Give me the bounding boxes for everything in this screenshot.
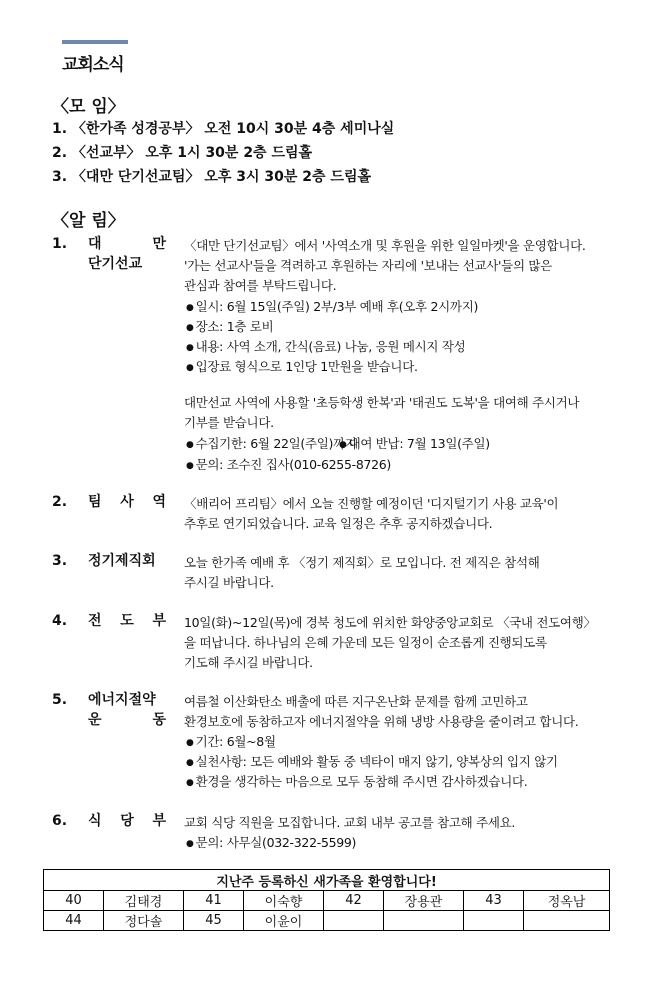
notice-bullet: ● 장소: 1층 로비 <box>186 317 273 335</box>
table-row <box>44 911 610 931</box>
notice-text: 추후로 연기되었습니다. 교육 일정은 추후 공지하겠습니다. <box>184 516 493 531</box>
notice-text: 대만선교 사역에 사용할 '초등학생 한복'과 '태권도 도복'을 대여해 주시거나 <box>184 395 580 410</box>
notice-label: 팀 사 역 <box>88 494 166 510</box>
notice-bullet: ● 대여 반납: 7월 13일(주일) <box>339 434 490 452</box>
notice-number: 4. <box>52 613 68 629</box>
notice-bullet: ● 실천사항: 모든 예배와 활동 중 넥타이 매지 않기, 양복상의 입지 않기 <box>186 752 558 770</box>
header-accent-bar <box>62 40 128 44</box>
newcomer-number <box>464 911 524 931</box>
notice-number: 5. <box>52 692 68 708</box>
notice-bullet: ● 문의: 조수진 집사(010-6255-8726) <box>186 455 391 473</box>
newcomer-name <box>384 911 464 931</box>
notice-text: 〈대만 단기선교팀〉에서 '사역소개 및 후원을 위한 일일마켓'을 운영합니다. <box>184 238 586 253</box>
notice-number: 2. <box>52 494 68 510</box>
notice-label: 에너지절약 <box>88 692 156 708</box>
notice-bullet: ● 문의: 사무실(032-322-5599) <box>186 833 356 851</box>
page-title: 교회소식 <box>62 55 124 75</box>
newcomers-table <box>43 869 610 931</box>
notice-bullet: ● 입장료 형식으로 1인당 1만원을 받습니다. <box>186 357 418 375</box>
newcomer-name: 이윤이 <box>244 911 324 931</box>
table-row <box>44 891 610 911</box>
notice-label: 대 만 <box>88 236 166 252</box>
notice-text: '가는 선교사'들을 격려하고 후원하는 자리에 '보내는 선교사'들의 많은 <box>184 258 552 273</box>
notice-bullet: ● 내용: 사역 소개, 간식(음료) 나눔, 응원 메시지 작성 <box>186 337 465 355</box>
meetings-heading: 〈모 임〉 <box>52 97 125 117</box>
notice-text: 10일(화)~12일(목)에 경북 청도에 위치한 화양중앙교회로 〈국내 전도여행〉 <box>184 615 596 630</box>
newcomer-number: 41 <box>184 891 244 911</box>
newcomer-number: 43 <box>464 891 524 911</box>
newcomer-name: 이숙향 <box>244 891 324 911</box>
notice-text: 〈배리어 프리팀〉에서 오늘 진행할 예정이던 '디지털기기 사용 교육'이 <box>184 496 559 511</box>
newcomer-number: 44 <box>44 911 104 931</box>
notice-text: 교회 식당 직원을 모집합니다. 교회 내부 공고를 참고해 주세요. <box>184 815 516 830</box>
notice-label: 식 당 부 <box>88 813 166 829</box>
notice-bullet: ● 환경을 생각하는 마음으로 모두 동참해 주시면 감사하겠습니다. <box>186 772 527 790</box>
newcomer-name: 장용관 <box>384 891 464 911</box>
notice-number: 6. <box>52 813 68 829</box>
notice-number: 1. <box>52 236 68 252</box>
newcomer-number <box>324 911 384 931</box>
notice-label: 정기제직회 <box>88 553 156 569</box>
notice-number: 3. <box>52 553 68 569</box>
newcomer-number: 45 <box>184 911 244 931</box>
notice-text: 환경보호에 동참하고자 에너지절약을 위해 냉방 사용량을 줄이려고 합니다. <box>184 714 579 729</box>
newcomer-name: 김태경 <box>104 891 184 911</box>
notice-text: 주시길 바랍니다. <box>184 575 274 590</box>
notice-bullet: ● 수집기한: 6월 22일(주일)까지 <box>186 434 357 452</box>
notice-label: 전 도 부 <box>88 613 166 629</box>
newcomers-title: 지난주 등록하신 새가족을 환영합니다! <box>44 870 610 891</box>
notice-text: 여름철 이산화탄소 배출에 따른 지구온난화 문제를 함께 고민하고 <box>184 694 528 709</box>
newcomer-name: 정다솔 <box>104 911 184 931</box>
notice-text: 기부를 받습니다. <box>184 415 274 430</box>
notice-text: 관심과 참여를 부탁드립니다. <box>184 278 337 293</box>
notice-text: 오늘 한가족 예배 후 〈정기 제직회〉로 모입니다. 전 제직은 참석해 <box>184 555 540 570</box>
notice-text: 기도해 주시길 바랍니다. <box>184 655 313 670</box>
meeting-item: 2. 〈선교부〉 오후 1시 30분 2층 드림홀 <box>52 145 313 161</box>
newcomer-number: 42 <box>324 891 384 911</box>
notice-label: 운 동 <box>88 712 166 728</box>
notices-heading: 〈알 림〉 <box>52 211 125 231</box>
newcomer-number: 40 <box>44 891 104 911</box>
notice-bullet: ● 일시: 6월 15일(주일) 2부/3부 예배 후(오후 2시까지) <box>186 297 478 315</box>
newcomer-name <box>524 911 610 931</box>
meeting-item: 3. 〈대만 단기선교팀〉 오후 3시 30분 2층 드림홀 <box>52 169 372 185</box>
notice-text: 을 떠납니다. 하나님의 은혜 가운데 모든 일정이 순조롭게 진행되도록 <box>184 635 547 650</box>
notice-bullet: ● 기간: 6월~8월 <box>186 732 276 750</box>
newcomer-name: 정옥남 <box>524 891 610 911</box>
meeting-item: 1. 〈한가족 성경공부〉 오전 10시 30분 4층 세미나실 <box>52 121 395 137</box>
notice-label: 단기선교 <box>88 256 143 272</box>
